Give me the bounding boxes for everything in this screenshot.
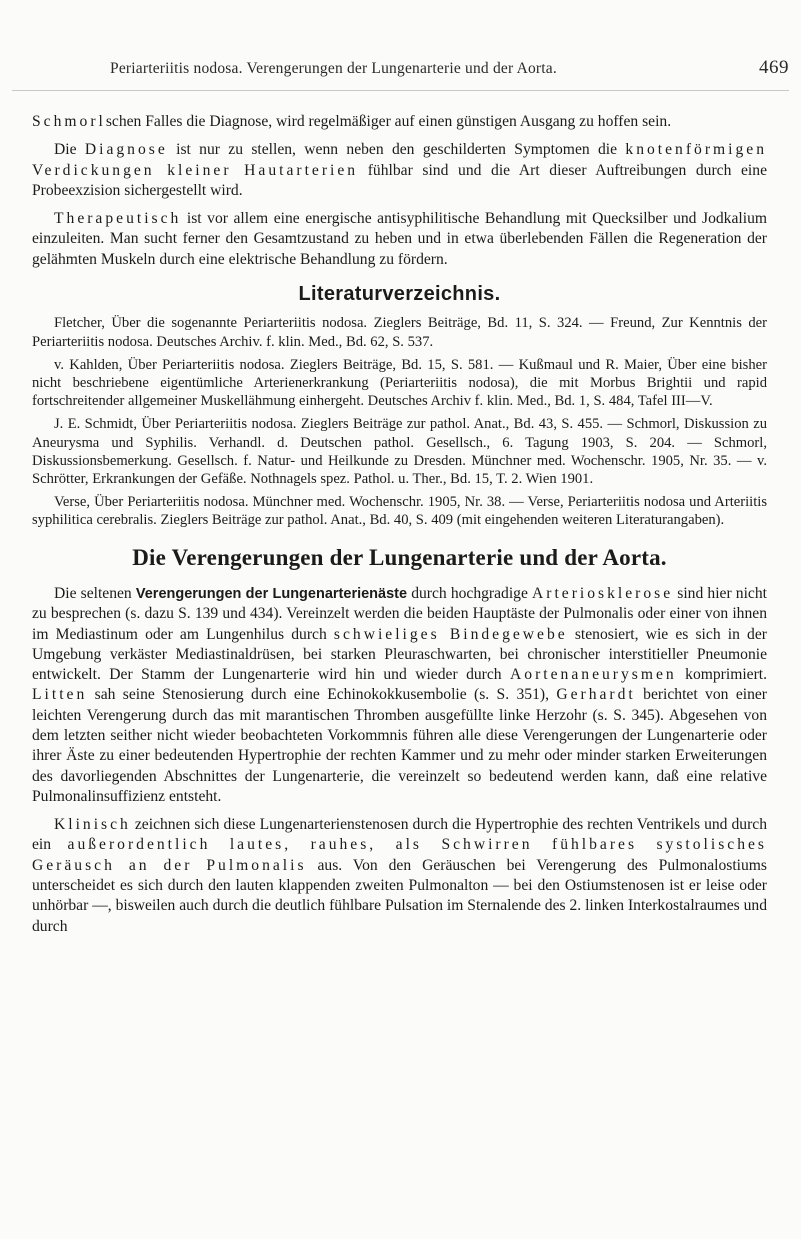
emphasized-term: schwieliges Bindegewebe bbox=[333, 625, 568, 643]
bibliography-list bbox=[32, 314, 767, 529]
paragraph-text: durch hochgradige bbox=[411, 584, 528, 602]
emphasized-term: Diagnose bbox=[84, 141, 168, 159]
paragraph-text: Die bbox=[54, 141, 77, 159]
running-title: Periarteriitis nodosa. Verengerungen der Lungenarterie und der Aorta. bbox=[110, 60, 557, 77]
section-paragraph-1 bbox=[32, 584, 767, 807]
paragraph-text: sah seine Stenosierung durch eine Echinokokkusembolie (s. S. 351), bbox=[94, 686, 549, 704]
paragraph-text: fühlbar sind und die Art dieser Auftreibungen durch eine Probeexzision sichergestellt wird. bbox=[32, 161, 767, 199]
paragraph-text: schen Falles die Diagnose, wird regelmäßiger auf einen günstigen Ausgang zu hoffen sein. bbox=[105, 113, 672, 130]
header-rule bbox=[12, 90, 789, 91]
paragraph-text: berichtet von einer leichten Verengerung durch das mit marantischen Thromben ausgefüllte linke Herzohr (s. S. 345). Abgesehen von dem letzten seither nicht wieder beobachteten Vorkommnis führen alle diese Verengerungen der Lungenarterie oder ihrer Äste zu einer bedeutenden Hypertrophie der rechten Kammer und zu mehr oder minder starken Erweiterungen des davorliegenden Abschnittes der Lungenarterie, die vereinzelt so bedeutend werden kann, daß eine relative Pulmonalinsuffizienz entsteht. bbox=[32, 686, 767, 805]
paragraph-text: aus. Von den Geräuschen bei Verengerung des Pulmonalostiums unterscheidet es sich durch den lauten klappenden zweiten Pulmonalton — bei den Ostiumstenosen ist er leise oder unhörbar —, bisweilen auch durch die deutlich fühlbare Pulsation im Sternalende des 2. linken Interkostalraumes und durch bbox=[32, 856, 767, 935]
bibliography-heading: Literaturverzeichnis. bbox=[298, 283, 501, 306]
page-number: 469 bbox=[759, 57, 789, 78]
bold-term: Verengerungen der Lungenarterienäste bbox=[135, 585, 408, 602]
emphasized-term: außerordentlich lautes, rauhes, als Schwirren fühlbares systolisches Geräusch an der Pulmonalis bbox=[32, 836, 767, 874]
emphasized-term: Klinisch bbox=[54, 816, 131, 834]
paragraph-text: komprimiert. bbox=[685, 666, 768, 684]
section-heading: Die Verengerungen der Lungenarterie und der Aorta. bbox=[132, 544, 667, 570]
bibliography-entry: v. Kahlden, Über Periarteriitis nodosa. Zieglers Beiträge, Bd. 15, S. 581. — Kußmaul und R. Maier, Über eine bisher nicht beschriebene eigentümliche Arterienerkrankung (Periarteriitis nodosa), die mit Morbus Brightii und rapid fortschreitender allgemeiner Muskellähmung einhergeht. Deutsches Archiv f. klin. Med., Bd. 1, S. 484, Tafel III—V. bbox=[32, 356, 767, 410]
section-paragraph-2 bbox=[32, 815, 767, 937]
emphasized-term: Therapeutisch bbox=[54, 210, 182, 228]
emphasized-term: knotenförmigen Verdickungen kleiner Hautarterien bbox=[32, 141, 767, 179]
paragraph-text: ist nur zu stellen, wenn neben den geschilderten Symptomen die bbox=[176, 141, 618, 159]
author-name: Schmorl bbox=[32, 113, 106, 130]
bibliography-entry: Fletcher, Über die sogenannte Periarteriitis nodosa. Zieglers Beiträge, Bd. 11, S. 324. — Freund, Zur Kenntnis der Periarteriitis nodosa. Deutsches Archiv. f. klin. Med., Bd. 62, S. 537. bbox=[32, 315, 767, 350]
page-header bbox=[12, 57, 789, 90]
intro-paragraph-therapy bbox=[32, 209, 767, 270]
bibliography-entry: Verse, Über Periarteriitis nodosa. Münchner med. Wochenschr. 1905, Nr. 38. — Verse, Periarteriitis nodosa und Arteriitis syphilitica cerebralis. Zieglers Beiträge zur pathol. Anat., Bd. 40, S. 409 (mit eingehenden weiteren Literaturangaben). bbox=[32, 494, 767, 529]
author-name: Gerhardt bbox=[556, 686, 636, 704]
intro-paragraph-1 bbox=[32, 112, 767, 132]
emphasized-term: Arteriosklerose bbox=[532, 584, 674, 602]
intro-paragraph-diagnosis bbox=[32, 140, 767, 201]
page-body bbox=[32, 112, 767, 945]
paragraph-text: Die seltenen bbox=[54, 584, 132, 602]
bibliography-entry: J. E. Schmidt, Über Periarteriitis nodosa. Zieglers Beiträge zur pathol. Anat., Bd. 43, S. 455. — Schmorl, Diskussion zu Aneurysma und Syphilis. Verhandl. d. Deutschen pathol. Gesellsch., 6. Tagung 1903, S. 204. — Schmorl, Diskussionsbemerkung. Gesellsch. f. Natur- und Heilkunde zu Dresden. Münchner med. Wochenschr. 1905, Nr. 35. — v. Schrötter, Erkrankungen der Gefäße. Nothnagels spez. Pathol. u. Ther., Bd. 15, T. 2. Wien 1901. bbox=[32, 416, 767, 487]
paragraph-text: sind hier nicht zu besprechen (s. dazu S. 139 und 434). Vereinzelt werden die beiden Hauptäste der Pulmonalis oder einer von ihnen im Mediastinum oder am Lungenhilus durch bbox=[32, 584, 767, 643]
paragraph-text: ist vor allem eine energische antisyphilitische Behandlung mit Quecksilber und Jodkalium einzuleiten. Man sucht ferner den Gesamtzustand zu heben und in etwa überlebenden Fällen die Regeneration der gelähmten Muskeln durch eine elektrische Behandlung zu fördern. bbox=[32, 210, 767, 268]
emphasized-term: Aortenaneurysmen bbox=[510, 666, 677, 684]
paragraph-text: stenosiert, wie es sich in der Umgebung verkäster Mediastinaldrüsen, bei starken Pleuraschwarten, bei chronischer interstitieller Pneumonie entwickelt. Der Stamm der Lungenarterie wird hin und wieder durch bbox=[32, 625, 767, 684]
author-name: Litten bbox=[32, 686, 88, 704]
paragraph-text: zeichnen sich diese Lungenarterienstenosen durch die Hypertrophie des rechten Ventrikels und durch ein bbox=[32, 816, 767, 854]
